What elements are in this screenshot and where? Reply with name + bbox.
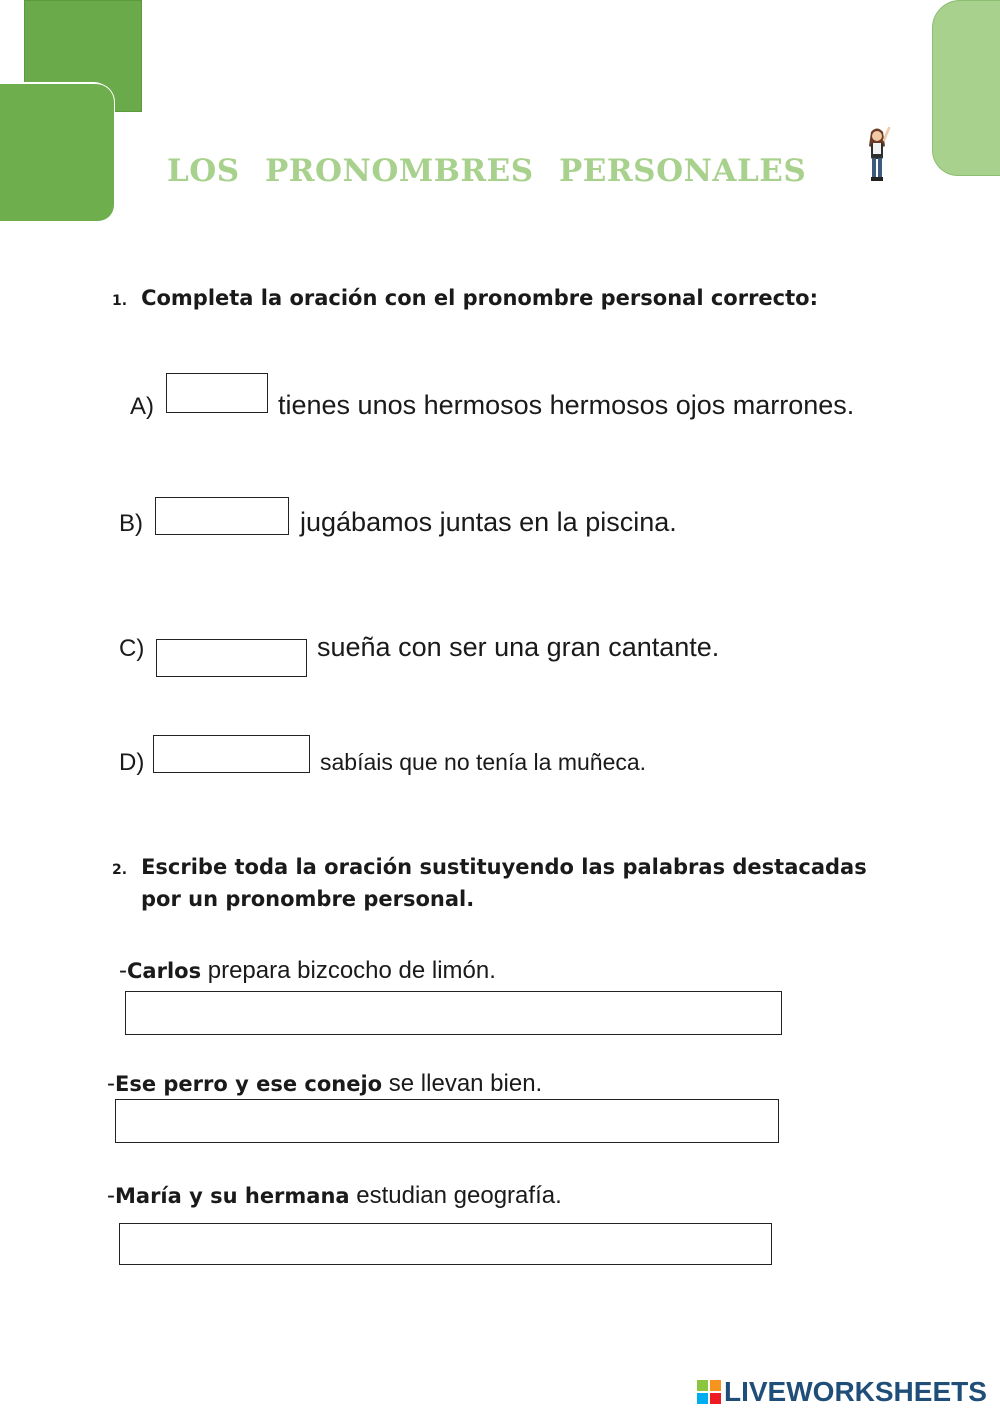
rewrite-answer-3-input[interactable] (119, 1223, 772, 1265)
liveworksheets-logo-icon (697, 1380, 721, 1404)
rewrite-answer-2-input[interactable] (115, 1099, 779, 1143)
rewrite-prompt-2-dash: - (107, 1070, 115, 1097)
rewrite-prompt-1-highlight: Carlos (127, 959, 202, 983)
rewrite-answer-1-input[interactable] (125, 991, 782, 1035)
rewrite-prompt-1-rest: prepara bizcocho de limón. (201, 957, 496, 984)
rewrite-prompt-3-rest: estudian geografía. (349, 1182, 562, 1209)
rewrite-prompt-1-dash: - (119, 957, 127, 984)
rewrite-prompt-2-highlight: Ese perro y ese conejo (115, 1072, 383, 1096)
rewrite-prompt-3 (107, 1182, 562, 1210)
liveworksheets-brand (697, 1376, 987, 1408)
item-b-label: B) (119, 510, 143, 537)
rewrite-prompt-1 (119, 957, 496, 985)
instruction-2-text: Escribe toda la oración sustituyendo las palabras destacadas (141, 855, 867, 879)
instruction-1-text: Completa la oración con el pronombre personal correcto: (141, 286, 818, 310)
blank-d-input[interactable] (153, 735, 310, 773)
rewrite-prompt-3-highlight: María y su hermana (115, 1184, 350, 1208)
girl-avatar-icon (862, 126, 892, 184)
rewrite-prompt-2 (107, 1070, 542, 1098)
item-d-sentence: sabíais que no tenía la muñeca. (320, 749, 647, 775)
item-b-sentence: jugábamos juntas en la piscina. (300, 507, 677, 537)
decorative-tab-right (932, 0, 1000, 176)
blank-c-input[interactable] (156, 639, 307, 677)
decorative-square-front (0, 84, 114, 221)
rewrite-prompt-2-rest: se llevan bien. (382, 1070, 543, 1097)
instruction-2-number: 2. (112, 862, 128, 878)
blank-b-input[interactable] (155, 497, 289, 535)
brand-text: LIVEWORKSHEETS (724, 1376, 987, 1407)
item-a-sentence: tienes unos hermosos hermosos ojos marrones. (278, 390, 855, 420)
page-title: LOS PRONOMBRES PERSONALES (167, 153, 807, 189)
blank-a-input[interactable] (166, 373, 268, 413)
instruction-1 (112, 286, 818, 310)
rewrite-prompt-3-dash: - (107, 1182, 115, 1209)
item-c-label: C) (119, 635, 145, 662)
instruction-2-line2: por un pronombre personal. (141, 887, 475, 911)
instruction-2-line1 (112, 855, 867, 879)
item-c-sentence: sueña con ser una gran cantante. (317, 632, 720, 662)
item-a-label: A) (130, 393, 154, 420)
item-d-label: D) (119, 749, 145, 776)
instruction-1-number: 1. (112, 293, 128, 309)
